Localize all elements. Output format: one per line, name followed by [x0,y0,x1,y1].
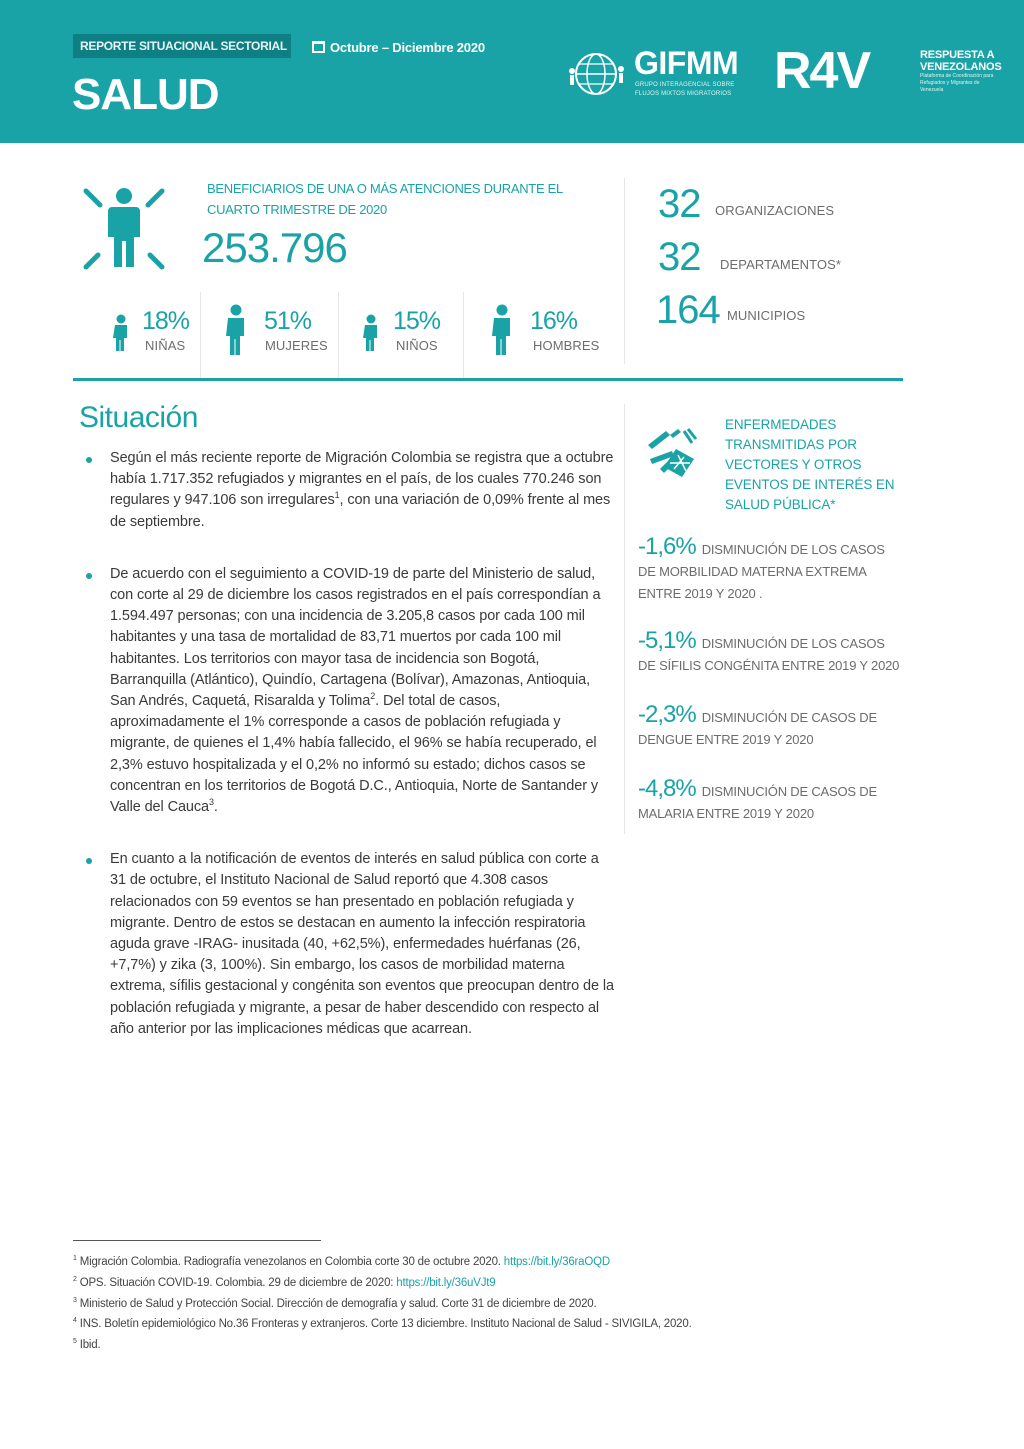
r4v-logo [774,42,1004,103]
mosquito-icon [640,425,702,487]
footnote-link[interactable]: https://bit.ly/36uVJt9 [396,1276,496,1289]
footnote: $^3$ Ministerio de Salud y Protección Social. Dirección de demografía y salud. Corte 31 de diciembre de 2020. [73,1296,597,1310]
pct-women: 51% [264,307,312,335]
sidebar-divider [624,404,625,834]
report-tag: REPORTE SITUACIONAL SECTORIAL [73,34,291,58]
person-radiating-icon [82,183,166,271]
pct-boys: 15% [393,307,441,335]
demo-girls [110,292,200,378]
beneficiaries-label: BENEFICIARIOS DE UNA O MÁS ATENCIONES DURANTE EL CUARTO TRIMESTRE DE 2020 [207,181,563,217]
stat-organizations-label: ORGANIZACIONES [715,203,835,218]
footnotes [73,1250,873,1354]
demo-boys [360,292,460,378]
vector-diseases-title: ENFERMEDADES TRANSMITIDAS POR VECTORES Y OTROS EVENTOS DE INTERÉS EN SALUD PÚBLICA* [725,417,895,512]
side-stat-maternal: -1,6% DISMINUCIÓN DE LOS CASOS DE MORBILIDAD MATERNA EXTREMA ENTRE 2019 Y 2020 . [638,533,885,601]
r4v-subtitle: Plataforma de Coordinación para Refugiados y Migrantes de Venezuela [920,73,994,93]
stat-departments-label: DEPARTAMENTOS* [720,257,842,272]
gifmm-subtitle: GRUPO INTERAGENCIAL SOBRE FLUJOS MIXTOS MIGRATORIOS [635,82,735,97]
footnote: $^4$ INS. Boletín epidemiológico No.36 Fronteras y extranjeros. Corte 13 diciembre. Instituto Nacional de Salud - SIVIGILA, 2020. [73,1317,692,1331]
header-banner [0,0,1024,143]
side-stat-malaria: -4,8% DISMINUCIÓN DE CASOS DE MALARIA ENTRE 2019 Y 2020 [638,775,877,821]
label-girls: NIÑAS [145,338,186,353]
divider [463,292,464,378]
footnote-link[interactable]: https://bit.ly/36raOQD [503,1255,610,1268]
footnote: $^2$ OPS. Situación COVID-19. Colombia. 29 de diciembre de 2020: https://bit.ly/36uVJt9 [73,1275,496,1289]
boy-icon [360,314,382,352]
date-range-text: Octubre – Diciembre 2020 [330,39,485,55]
situation-bullet: De acuerdo con el seguimiento a COVID-19 de parte del Ministerio de salud, con corte al 29 de diciembre los casos registrados en el país correspondían a 1.594.497 personas; con una incidencia de 3.205,8 casos por cada 100 mil habitantes y una tasa de mortalidad de 83,71 muertos por cada 100 mil habitantes. Los territorios con mayor tasa de incidencia son Bogotá, Barranquilla (Atlántico), Quindío, Cartagena (Bolívar), Amazonas, Antioquia, San Andrés, Caquetá, Risaralda y Tolima$^2$. Del total de casos, aproximadamente el 1% corresponde a casos de población refugiada y migrante, de quienes el 1,4% había fallecido, el 96% se había recuperado, el 2,3% estuvo hospitalizada y el 0,2% no informó su estado; dichos casos se concentran en los territorios de Bogotá D.C., Antioquia, Norte de Santander y Valle del Cauca$^3$. [86,564,616,818]
side-stat-dengue: -2,3% DISMINUCIÓN DE CASOS DE DENGUE ENTRE 2019 Y 2020 [638,701,877,747]
page-title: SALUD [72,70,219,119]
divider [338,292,339,378]
man-icon [488,304,516,356]
stat-municipalities-value: 164 [656,288,720,332]
girl-icon [110,314,132,352]
side-stat-syphilis: -5,1% DISMINUCIÓN DE LOS CASOS DE SÍFILIS CONGÉNITA ENTRE 2019 Y 2020 [638,627,900,673]
footnote: $^1$ Migración Colombia. Radiografía venezolanos en Colombia corte 30 de octubre 2020. https://bit.ly/36raOQD [73,1255,610,1268]
situation-bullet: En cuanto a la notificación de eventos de interés en salud pública con corte a 31 de octubre, el Instituto Nacional de Salud reportó que 4.308 casos relacionados con 59 eventos se han presentado en población refugiada y migrante. Dentro de estos se destacan en aumento la infección respiratoria aguda grave -IRAG- inusitada (40, +62,5%), enfermedades huérfanas (26, +7,7%) y zika (3, 100%). Sin embargo, los casos de morbilidad materna extrema, sífilis gestacional y congénita son eventos que preocupan dentro de la población refugiada y migrante, a pesar de haber descendido con respecto al año anterior por las implicaciones médicas que acarrean. [86,849,616,1040]
section-divider [73,378,903,381]
woman-icon [222,304,250,356]
r4v-title: RESPUESTA A VENEZOLANOS [920,49,1002,73]
divider [200,292,201,378]
stats-divider [624,178,625,364]
pct-girls: 18% [142,307,190,335]
calendar-icon [312,41,325,53]
situation-bullet: Según el más reciente reporte de Migración Colombia se registra que a octubre había 1.717.352 refugiados y migrantes en el país, de los cuales 770.246 son regulares y 947.106 son irregulares$^1$, con una variación de 0,09% frente al mes de septiembre. [86,448,616,533]
beneficiaries-total: 253.796 [202,224,347,271]
gifmm-logo [566,45,742,103]
footnote-rule [73,1240,321,1241]
label-men: HOMBRES [533,338,600,353]
date-range [312,37,485,57]
demo-men [488,292,608,378]
stat-departments-value: 32 [658,235,701,279]
label-boys: NIÑOS [396,338,438,353]
label-women: MUJERES [265,338,328,353]
situation-title: Situación [79,401,198,434]
situation-bullets [86,448,616,1040]
r4v-mark: R4V [774,42,870,100]
globe-people-icon [566,49,628,99]
footnote: $^5$ Ibid. [73,1338,101,1352]
stat-organizations-value: 32 [658,182,701,226]
stat-municipalities-label: MUNICIPIOS [727,308,806,323]
pct-men: 16% [530,307,578,335]
gifmm-name: GIFMM [634,45,739,81]
demo-women [222,292,332,378]
